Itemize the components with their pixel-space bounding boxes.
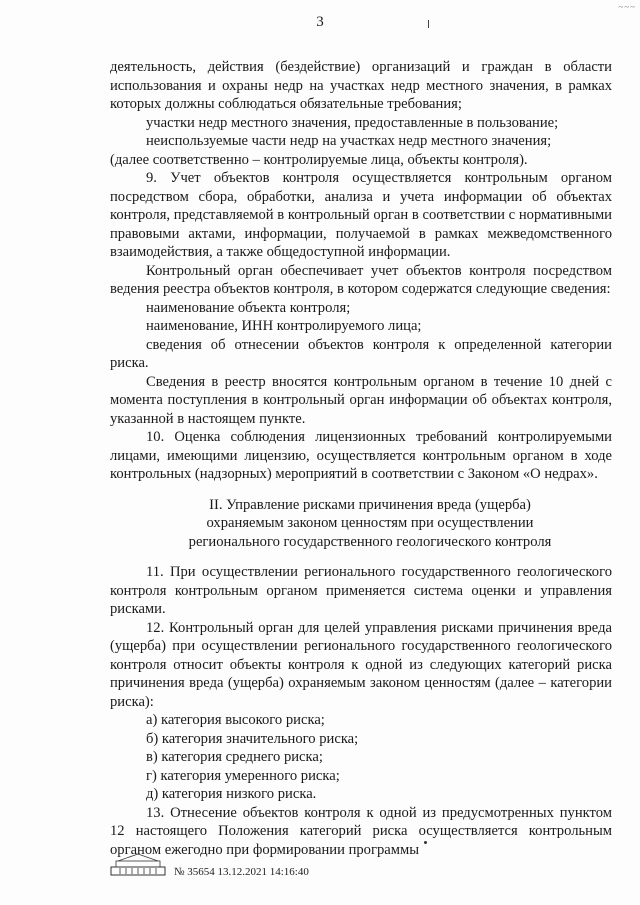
- scan-artifact: [428, 20, 429, 28]
- paragraph: участки недр местного значения, предоставленные в пользование;: [146, 114, 559, 131]
- building-stamp-icon: [110, 852, 166, 876]
- risk-category-item: б) категория значительного риска;: [146, 730, 359, 747]
- risk-category-item: г) категория умеренного риска;: [146, 767, 340, 784]
- paragraph: наименование объекта контроля;: [146, 299, 351, 316]
- section-heading: [110, 496, 612, 552]
- paragraph-clause-9: 9. Учет объектов контроля осуществляется контрольным органом посредством сбора, обработки, анализа и учета информации об объектах контроля, представляемой в контрольный орган в соответствии с нормативными правовыми актами, информации, получаемой в рамках межведомственного взаимодействия, а также общедоступной информации.: [110, 170, 612, 260]
- paragraph: сведения об отнесении объектов контроля к определенной категории риска.: [110, 336, 612, 371]
- section-heading-line: регионального государственного геологического контроля: [188, 533, 552, 550]
- paragraph: (далее соответственно – контролируемые лица, объекты контроля).: [110, 151, 528, 168]
- document-body: [110, 58, 612, 859]
- paragraph: деятельность, действия (бездействие) организаций и граждан в области использования и охраны недр на участках недр местного значения, в рамках которых должны соблюдаться обязательные требования;: [110, 59, 612, 112]
- paragraph: наименование, ИНН контролируемого лица;: [146, 318, 422, 334]
- risk-category-item: а) категория высокого риска;: [146, 712, 325, 728]
- section-heading-line: охраняемым законом ценностям при осуществлении: [206, 515, 534, 531]
- scan-artifact: [424, 841, 427, 844]
- page-number: 3: [316, 14, 324, 30]
- risk-category-item: в) категория среднего риска;: [146, 749, 323, 765]
- registration-number: № 35654 13.12.2021 14:16:40: [174, 866, 309, 878]
- paragraph-clause-13: 13. Отнесение объектов контроля к одной из предусмотренных пунктом 12 настоящего Положения категорий риска осуществляется контрольным органом ежегодно при формировании программы: [110, 804, 612, 858]
- risk-category-item: д) категория низкого риска.: [146, 786, 317, 802]
- paragraph-clause-10: 10. Оценка соблюдения лицензионных требований контролируемыми лицами, имеющими лицензию, осуществляется контрольным органом в ходе контрольных (надзорных) мероприятий в соответствии с Законом «О недрах».: [110, 429, 612, 482]
- footer: [110, 852, 612, 892]
- paragraph-clause-12: 12. Контрольный орган для целей управления рисками причинения вреда (ущерба) при осуществлении регионального государственного геологического контроля относит объекты контроля к одной из следующих категорий риска причинения вреда (ущерба) охраняемым законом ценностям (далее – категории риска):: [110, 619, 612, 710]
- paragraph: Контрольный орган обеспечивает учет объектов контроля посредством ведения реестра объектов контроля, в котором содержатся следующие сведения:: [110, 262, 612, 297]
- paragraph-clause-11: 11. При осуществлении регионального государственного геологического контроля контрольным органом применяется система оценки и управления рисками.: [110, 564, 612, 617]
- paragraph: неиспользуемые части недр на участках недр местного значения;: [146, 133, 552, 149]
- paragraph: Сведения в реестр вносятся контрольным органом в течение 10 дней с момента поступления в контрольный орган информации об объектах контроля, указанной в настоящем пункте.: [110, 373, 612, 427]
- corner-scan-marks: ~~~: [618, 2, 636, 12]
- section-heading-line: II. Управление рисками причинения вреда (ущерба): [209, 496, 531, 513]
